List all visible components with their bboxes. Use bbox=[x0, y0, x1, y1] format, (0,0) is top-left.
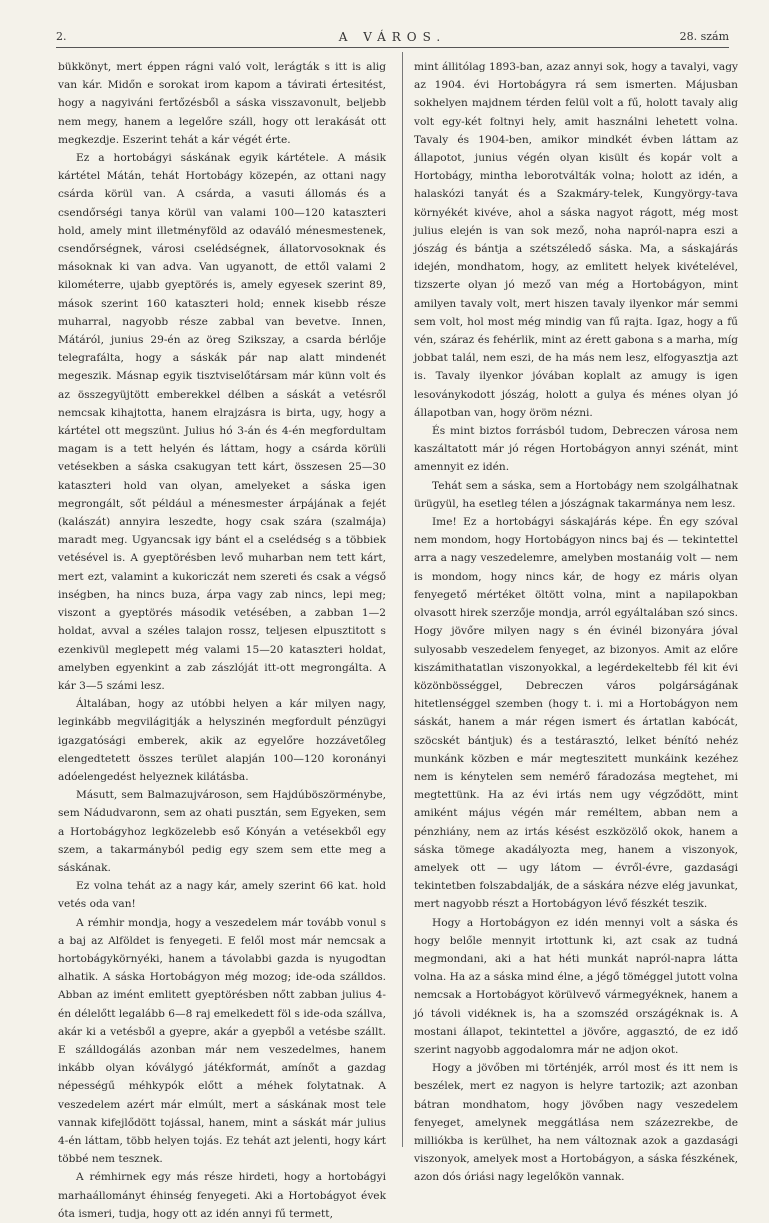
page-header bbox=[56, 30, 729, 46]
paragraph: Hogy a jövőben mi történjék, arról most és itt nem is beszélek, mert ez nagyon is helyre tartozik; azt azonban bátran mondhatom, hogy jövőben nagy veszedelem fenyeget, amelynek meggátlása nem százezrekbe, de milliókba is kerülhet, ha nem változnak azok a gazdasági viszonyok, amelyek most a Hortobágyon, a sáska fészkének, azon dós óriási nagy legelőkön vannak. bbox=[414, 1062, 738, 1184]
issue-number: 28. szám bbox=[679, 30, 729, 43]
paragraph: bükkönyt, mert éppen rágni való volt, lerágták s itt is alig van kár. Midőn e sorokat irom kapom a távirati értesitést, hogy a nagyiváni fertőzésből a sáska visszavonult, beljebb nem megy, hanem a legelőre száll, hogy ott lerakását ott megkezdje. Eszerint tehát a kár végét érte. bbox=[58, 61, 386, 146]
paragraph: Általában, hogy az utóbbi helyen a kár milyen nagy, leginkább megvilágitják a helyszinén megfordult pénzügyi igazgatósági emberek, akik az egyelőre hozzávetőleg elengedtetett összes terület alapján 100—120 koronányi adóelengedést helyeznek kilátásba. bbox=[58, 698, 386, 783]
paragraph: Ez volna tehát az a nagy kár, amely szerint 66 kat. hold vetés oda van! bbox=[58, 880, 386, 911]
paragraph: mint állitólag 1893-ban, azaz annyi sok, hogy a tavalyi, vagy az 1904. évi Hortobágyra rá sem ismerten. Májusban sokhelyen majdnem térden felül volt a fű, holott tavaly alig volt egy-két foltnyi hely, amit használni lehetett volna. Tavaly és 1904-ben, amikor mindkét évben láttam az állapotot, junius végén olyan kisült és kopár volt a Hortobágy, mintha leborotválták volna; holott az idén, a halaskózi tanyát és a Szakmáry-telek, Kungyörgy-tava környékét kivéve, ahol a sáska nagyot rágott, még most julius elején is van sok mező, noha napról-napra eszi a jószág és bántja a szétszéledő sáska. Ma, a sáskajárás idején, mondhatom, hogy, az emlitett helyek kivételével, tizszerte olyan jó mező van még a Hortobágyon, mint amilyen tavaly volt, mert hiszen tavaly ilyenkor már semmi sem volt, hol most még mindig van fű rajta. Igaz, hogy a fű vén, száraz és fehérlik, mint az érett gabona s a marha, míg jobbat talál, nem eszi, de ha más nem lesz, elfogyasztja azt is. Tavaly ilyenkor jóvában koplalt az amugy is igen lesoványkodott jószág, holott a gulya és ménes olyan jó állapotban van, hogy öröm nézni. bbox=[414, 61, 738, 419]
paragraph: Tehát sem a sáska, sem a Hortobágy nem szolgálhatnak ürügyül, ha esetleg télen a jószágnak takarmánya nem lesz. bbox=[414, 479, 738, 510]
paragraph: Hogy a Hortobágyon ez idén mennyi volt a sáska és hogy belőle mennyit irtottunk ki, azt csak az tudná megmondani, aki a hat héti munkát napról-napra látta volna. Ha az a sáska mind élne, a jégő töméggel jutott volna nemcsak a Hortobágyot körülvevő vármegyéknek, hanem a jó távoli vidéknek is, ha a szomszéd országéknak is. A mostani állapot, tekintettel a jövőre, aggasztó, de ez idő szerint nagyobb aggodalomra már ne adjon okot. bbox=[414, 916, 738, 1056]
paragraph: És mint biztos forrásból tudom, Debreczen városa nem kaszáltatott már jó régen Hortobágyon annyi szénát, mint amennyit ez idén. bbox=[414, 425, 738, 474]
paragraph: Ez a hortobágyi sáskának egyik kártétele. A másik kártétel Mátán, tehát Hortobágy közepén, az ottani nagy csárda körül van. A csárda, a vasuti állomás és a csendőrségi tanya körül van valami 100—120 kataszteri hold, amely mint illetményföld az odaváló ménesmestenek, csendőrségnek, városi cselédségnek, állatorvosoknak és másoknak ki van adva. Van ugyanott, de ettől valami 2 kilométerre, ujabb gyeptörés is, amely egyesek szerint 89, mások szerint 160 kataszteri hold; ennek kisebb része muharral, nagyobb része zabbal van bevetve. Innen, Mátáról, junius 29-én az öreg Szikszay, a csarda bérlője telegrafálta, hogy a sáskák pár nap alatt mindenét megeszik. Másnap egyik tisztviselőtársam már künn volt és az összegyüjtött emberekkel délben a sáskát a vetésről nemcsak kihajtotta, hanem elrajzásra is birta, ugy, hogy a kártétel ott megszünt. Julius hó 3-án és 4-én megfordultam magam is a tett helyén és láttam, hogy a csárda körüli vetésekben a sáska csakugyan tett kárt, összesen 25—30 kataszteri hold van olyan, amelyeket a sáska igen megrongált, sőt például a ménesmester árpájának a fejét (kalászát) annyira leszedte, hogy csak szára (szalmája) maradt meg. Ugyancsak igy bánt el a cselédség s a többiek vetésével is. A gyeptörésben levő muharban nem tett kárt, mert ezt, valamint a kukoriczát nem szereti és csak a végső inségben, ha nincs buza, árpa vagy zab nincs, lepi meg; viszont a gyeptörés második vetésében, a zabban 1—2 holdat, avval a széles talajon rossz, teljesen elpusztitott s ezenkivül meglepett még valami 15—20 kataszteri holdat, amelyben egyenkint a zab zászlóját itt-ott megrongálta. A kár 3—5 számi lesz. bbox=[58, 152, 386, 692]
header-rule bbox=[56, 47, 729, 48]
left-column bbox=[58, 58, 386, 1223]
paragraph: Másutt, sem Balmazujvároson, sem Hajdúböszörménybe, sem Nádudvaronn, sem az ohati pusztán, sem Egyeken, sem a Hortobágyhoz legközelebb eső Kónyán a vetésekből egy szem, a takarmányból pedig egy szem sem ette meg a sáskának. bbox=[58, 789, 386, 874]
masthead-title: A VÁROS. bbox=[338, 30, 447, 44]
paragraph: Ime! Ez a hortobágyi sáskajárás képe. Én egy szóval nem mondom, hogy Hortobágyon nincs baj és — tekintettel arra a nagy veszedelemre, amelyben mostanáig volt — nem is mondom, hogy nincs kár, de hogy ez máris olyan fenyegető mértéket öltött volna, mint a napilapokban olvasott hirek szerzője mondja, arról egyáltalában szó sincs. Hogy jövőre milyen nagy s én évinél bizonyára jóval sulyosabb veszedelem fenyeget, az bizonyos. Amit az előre kiszámithatatlan viszonyokkal, a legérdekeltebb fél kit évi közönbösséggel, Debreczen város polgárságának hitetlenséggel szemben (hogy t. i. mi a Hortobágyon nem sáskát, hanem a már régen ismert és ártatlan kabócát, szöcskét bántjuk) és a testárasztó, lelket bénító nehéz munkánk közben e már megteszitett munkáink kezéhez nem is kénytelen sem nemérő fáradozása megtehet, mi megtettünk. Ha az évi irtás nem ugy végződött, mint amiként május végén már reméltem, abban nem a pénzhiány, nem az irtás késést eszközölő okok, hanem a sáska tömege akadályozta meg, hanem a viszonyok, amelyek ott — ugy látom — évről-évre, gazdasági tekintetben folszabdalják, de a sáskára nézve elég javunkat, mert nagyobb részt a Hortobágyon lévő fészkét teszik. bbox=[414, 516, 738, 911]
paragraph: A rémhir mondja, hogy a veszedelem már tovább vonul s a baj az Alföldet is fenyegeti. E felől most már nemcsak a hortobágykörnyéki, hanem a távolabbi gazda is nyugodtan alhatik. A sáska Hortobágyon még mozog; ide-oda szálldos. Abban az imént emlitett gyeptörésben nőtt zabban julius 4-én délelőtt legalább 6—8 raj emelkedett föl s ide-oda szállva, akár ki a vetésből a gyepre, akár a gyepből a vetésbe szállt. E szálldogálás azonban már nem veszedelmes, hanem inkább olyan kóválygó játékformát, amínőt a gazdag népességű méhkypók előtt a méhek folytatnak. A veszedelem azért már elmúlt, mert a sáskának most tele vannak kifejlődött tojással, hanem, mint a sáskát már julius 4-én láttam, több helyen tojás. Ez tehát azt jelenti, hogy kárt többé nem tesznek. bbox=[58, 916, 386, 1166]
page-number: 2. bbox=[56, 30, 67, 43]
right-column bbox=[414, 58, 738, 1187]
paragraph: A rémhirnek egy más része hirdeti, hogy a hortobágyi marhaállományt éhinség fenyegeti. Aki a Hortobágyot évek óta ismeri, tudja, hogy ott az idén annyi fű termett, bbox=[58, 1171, 386, 1220]
column-divider bbox=[402, 52, 403, 1147]
